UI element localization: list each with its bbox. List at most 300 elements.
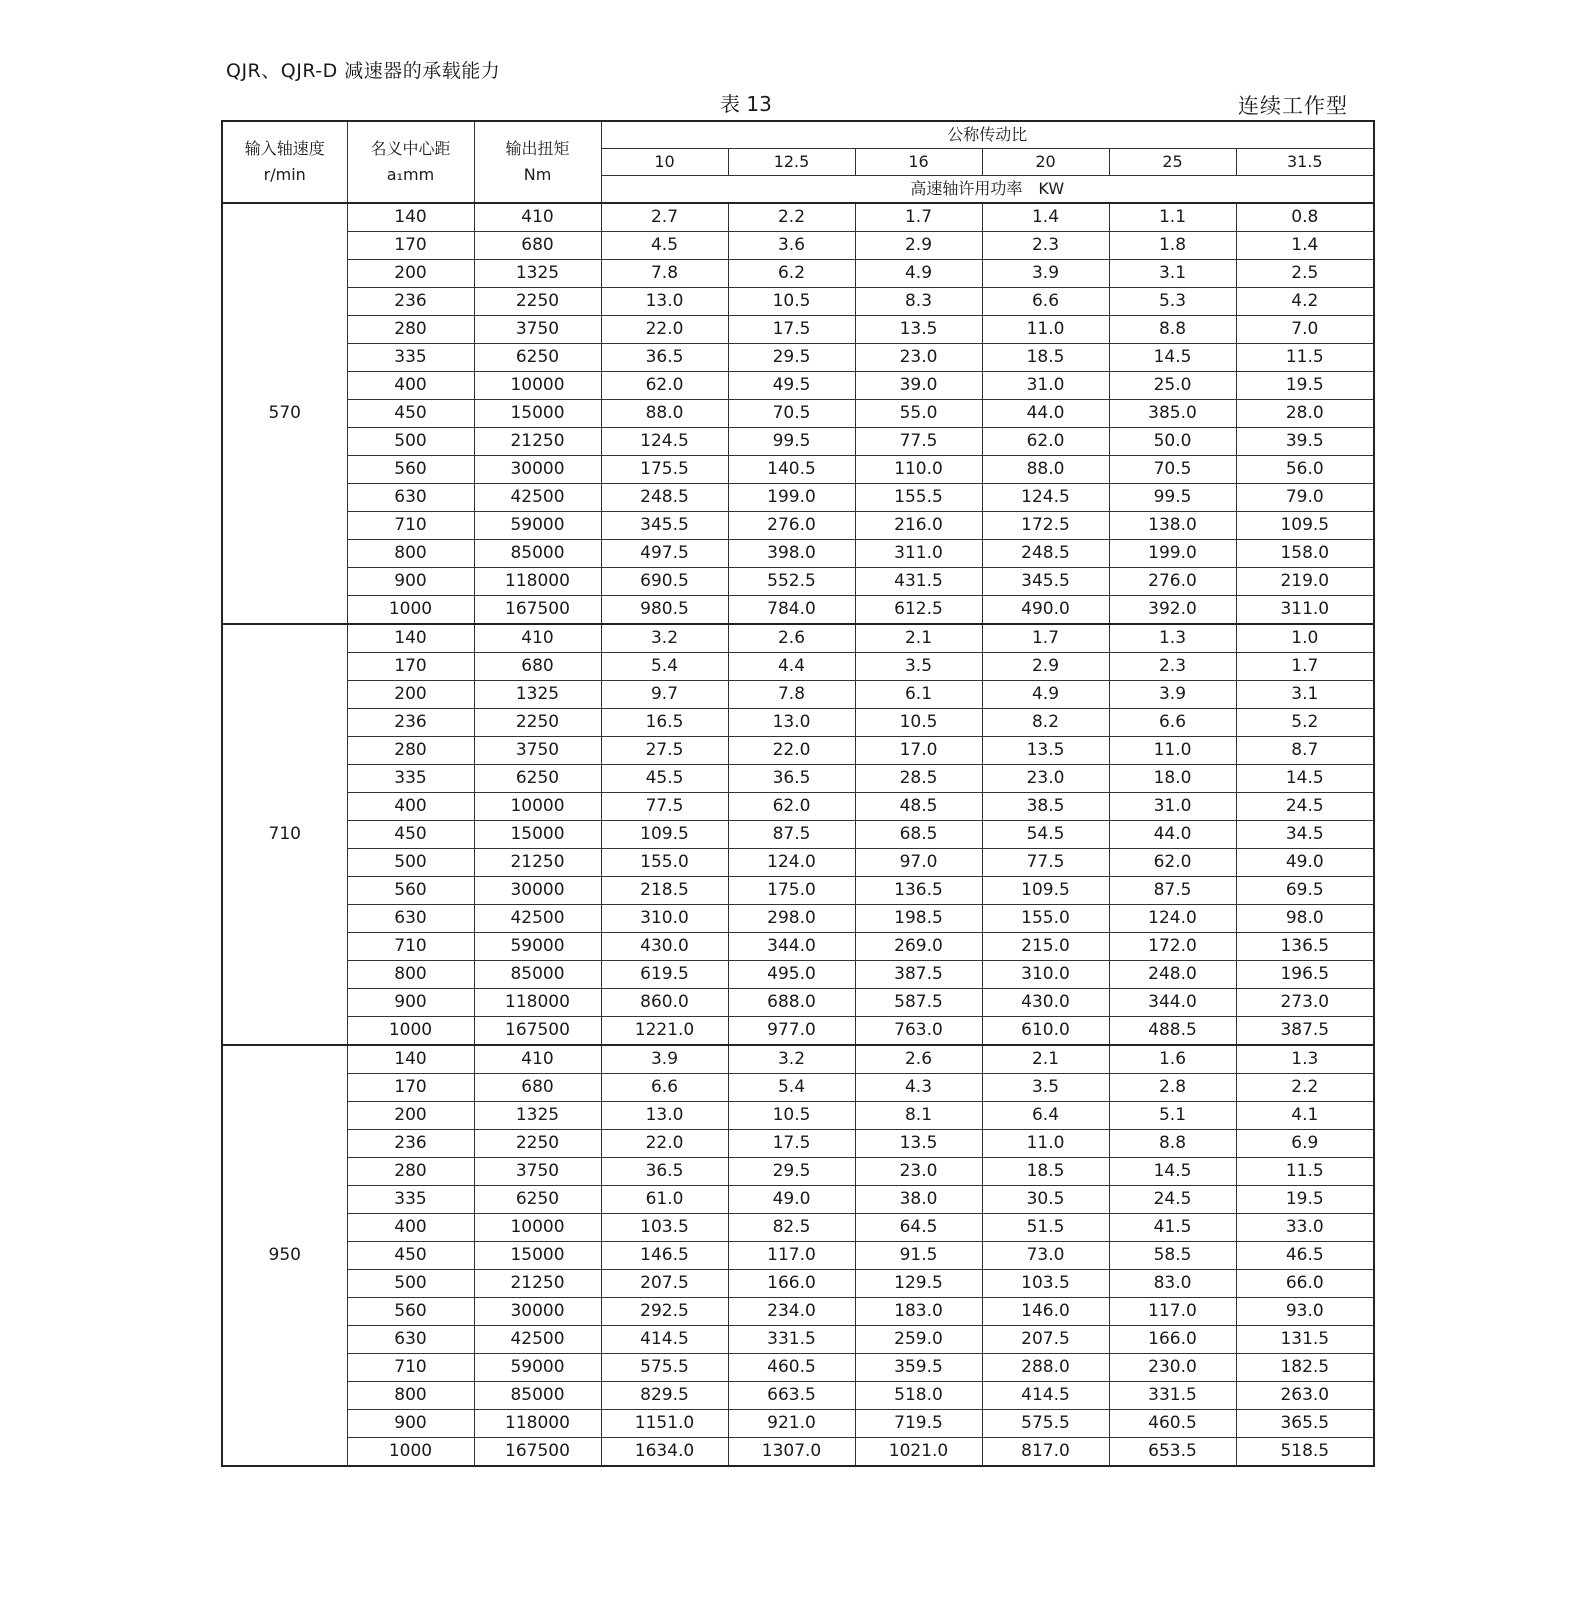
- power-cell: 99.5: [728, 428, 855, 456]
- power-cell: 263.0: [1236, 1382, 1374, 1410]
- power-cell: 2.9: [855, 232, 982, 260]
- power-cell: 817.0: [982, 1438, 1109, 1467]
- table-row: [222, 400, 1374, 428]
- power-cell: 183.0: [855, 1298, 982, 1326]
- power-cell: 310.0: [601, 905, 728, 933]
- header-ratio: 12.5: [728, 149, 855, 176]
- power-cell: 49.0: [1236, 849, 1374, 877]
- power-cell: 3.2: [601, 624, 728, 653]
- power-cell: 55.0: [855, 400, 982, 428]
- power-cell: 109.5: [601, 821, 728, 849]
- power-cell: 2.6: [855, 1045, 982, 1074]
- output-torque-cell: 59000: [474, 933, 601, 961]
- table-row: [222, 316, 1374, 344]
- power-cell: 2.6: [728, 624, 855, 653]
- power-cell: 39.0: [855, 372, 982, 400]
- power-cell: 2.1: [982, 1045, 1109, 1074]
- power-cell: 414.5: [601, 1326, 728, 1354]
- output-torque-cell: 167500: [474, 1017, 601, 1046]
- power-cell: 215.0: [982, 933, 1109, 961]
- output-torque-cell: 10000: [474, 1214, 601, 1242]
- output-torque-cell: 1325: [474, 260, 601, 288]
- header-center-distance: 名义中心距 a₁mm: [347, 121, 474, 203]
- table-row: [222, 232, 1374, 260]
- power-cell: 62.0: [728, 793, 855, 821]
- center-distance-cell: 710: [347, 933, 474, 961]
- power-cell: 99.5: [1109, 484, 1236, 512]
- power-cell: 518.5: [1236, 1438, 1374, 1467]
- output-torque-cell: 30000: [474, 456, 601, 484]
- power-cell: 172.0: [1109, 933, 1236, 961]
- power-cell: 248.0: [1109, 961, 1236, 989]
- power-cell: 688.0: [728, 989, 855, 1017]
- center-distance-cell: 630: [347, 484, 474, 512]
- output-torque-cell: 410: [474, 1045, 601, 1074]
- power-cell: 18.0: [1109, 765, 1236, 793]
- power-cell: 19.5: [1236, 1186, 1374, 1214]
- power-cell: 103.5: [982, 1270, 1109, 1298]
- power-cell: 196.5: [1236, 961, 1374, 989]
- center-distance-cell: 710: [347, 1354, 474, 1382]
- power-cell: 28.5: [855, 765, 982, 793]
- power-cell: 6.6: [982, 288, 1109, 316]
- power-cell: 131.5: [1236, 1326, 1374, 1354]
- table-row: [222, 1354, 1374, 1382]
- power-cell: 13.5: [855, 316, 982, 344]
- header-ratio: 31.5: [1236, 149, 1374, 176]
- power-cell: 5.3: [1109, 288, 1236, 316]
- power-cell: 7.0: [1236, 316, 1374, 344]
- power-cell: 1307.0: [728, 1438, 855, 1467]
- power-cell: 77.5: [855, 428, 982, 456]
- output-torque-cell: 167500: [474, 596, 601, 625]
- power-cell: 690.5: [601, 568, 728, 596]
- center-distance-cell: 200: [347, 681, 474, 709]
- center-distance-cell: 170: [347, 232, 474, 260]
- power-cell: 663.5: [728, 1382, 855, 1410]
- power-cell: 4.9: [982, 681, 1109, 709]
- power-cell: 62.0: [601, 372, 728, 400]
- power-cell: 8.3: [855, 288, 982, 316]
- table-row: [222, 681, 1374, 709]
- table-row: [222, 1130, 1374, 1158]
- output-torque-cell: 118000: [474, 1410, 601, 1438]
- power-cell: 6.6: [1109, 709, 1236, 737]
- load-capacity-table: [221, 120, 1375, 1467]
- power-cell: 155.0: [601, 849, 728, 877]
- input-speed-cell: 710: [222, 624, 347, 1045]
- table-row: [222, 1186, 1374, 1214]
- center-distance-cell: 800: [347, 961, 474, 989]
- power-cell: 110.0: [855, 456, 982, 484]
- power-cell: 13.5: [982, 737, 1109, 765]
- center-distance-cell: 200: [347, 260, 474, 288]
- power-cell: 79.0: [1236, 484, 1374, 512]
- power-cell: 166.0: [1109, 1326, 1236, 1354]
- power-cell: 230.0: [1109, 1354, 1236, 1382]
- power-cell: 3.2: [728, 1045, 855, 1074]
- output-torque-cell: 85000: [474, 961, 601, 989]
- table-row: [222, 961, 1374, 989]
- table-row: [222, 456, 1374, 484]
- power-cell: 219.0: [1236, 568, 1374, 596]
- power-cell: 62.0: [982, 428, 1109, 456]
- power-cell: 146.0: [982, 1298, 1109, 1326]
- output-torque-cell: 30000: [474, 1298, 601, 1326]
- power-cell: 45.5: [601, 765, 728, 793]
- power-cell: 207.5: [982, 1326, 1109, 1354]
- power-cell: 82.5: [728, 1214, 855, 1242]
- power-cell: 488.5: [1109, 1017, 1236, 1046]
- power-cell: 13.0: [601, 1102, 728, 1130]
- power-cell: 414.5: [982, 1382, 1109, 1410]
- center-distance-cell: 280: [347, 1158, 474, 1186]
- output-torque-cell: 680: [474, 232, 601, 260]
- table-row: [222, 344, 1374, 372]
- center-distance-cell: 400: [347, 793, 474, 821]
- power-cell: 46.5: [1236, 1242, 1374, 1270]
- header-ratio: 25: [1109, 149, 1236, 176]
- table-body: [222, 203, 1374, 1466]
- output-torque-cell: 21250: [474, 1270, 601, 1298]
- power-cell: 109.5: [1236, 512, 1374, 540]
- table-row: [222, 568, 1374, 596]
- output-torque-cell: 21250: [474, 428, 601, 456]
- power-cell: 7.8: [601, 260, 728, 288]
- power-cell: 199.0: [728, 484, 855, 512]
- power-cell: 17.0: [855, 737, 982, 765]
- power-cell: 1.4: [982, 203, 1109, 232]
- center-distance-cell: 500: [347, 849, 474, 877]
- power-cell: 1.7: [855, 203, 982, 232]
- power-cell: 175.5: [601, 456, 728, 484]
- table-row: [222, 1074, 1374, 1102]
- power-cell: 3.6: [728, 232, 855, 260]
- center-distance-cell: 335: [347, 765, 474, 793]
- power-cell: 612.5: [855, 596, 982, 625]
- power-cell: 311.0: [855, 540, 982, 568]
- power-cell: 311.0: [1236, 596, 1374, 625]
- power-cell: 3.5: [855, 653, 982, 681]
- power-cell: 8.8: [1109, 316, 1236, 344]
- center-distance-cell: 1000: [347, 1017, 474, 1046]
- table-row: [222, 989, 1374, 1017]
- output-torque-cell: 6250: [474, 765, 601, 793]
- center-distance-cell: 236: [347, 288, 474, 316]
- power-cell: 77.5: [601, 793, 728, 821]
- table-row: [222, 1382, 1374, 1410]
- table-row: [222, 624, 1374, 653]
- table-row: [222, 905, 1374, 933]
- power-cell: 497.5: [601, 540, 728, 568]
- power-cell: 124.5: [982, 484, 1109, 512]
- center-distance-cell: 630: [347, 1326, 474, 1354]
- power-cell: 1.3: [1236, 1045, 1374, 1074]
- center-distance-cell: 236: [347, 1130, 474, 1158]
- power-cell: 198.5: [855, 905, 982, 933]
- power-cell: 70.5: [728, 400, 855, 428]
- power-cell: 117.0: [1109, 1298, 1236, 1326]
- power-cell: 29.5: [728, 1158, 855, 1186]
- table-row: [222, 1410, 1374, 1438]
- power-cell: 921.0: [728, 1410, 855, 1438]
- power-cell: 13.5: [855, 1130, 982, 1158]
- power-cell: 6.1: [855, 681, 982, 709]
- output-torque-cell: 2250: [474, 288, 601, 316]
- center-distance-cell: 140: [347, 624, 474, 653]
- power-cell: 2.3: [1109, 653, 1236, 681]
- power-cell: 3.1: [1236, 681, 1374, 709]
- power-cell: 4.5: [601, 232, 728, 260]
- power-cell: 218.5: [601, 877, 728, 905]
- table-row: [222, 653, 1374, 681]
- power-cell: 50.0: [1109, 428, 1236, 456]
- center-distance-cell: 630: [347, 905, 474, 933]
- power-cell: 344.0: [1109, 989, 1236, 1017]
- power-cell: 552.5: [728, 568, 855, 596]
- power-cell: 398.0: [728, 540, 855, 568]
- output-torque-cell: 59000: [474, 1354, 601, 1382]
- power-cell: 1.8: [1109, 232, 1236, 260]
- header-ratio: 10: [601, 149, 728, 176]
- power-cell: 155.0: [982, 905, 1109, 933]
- power-cell: 248.5: [982, 540, 1109, 568]
- table-number: 表 13: [720, 92, 772, 116]
- center-distance-cell: 450: [347, 1242, 474, 1270]
- power-cell: 575.5: [601, 1354, 728, 1382]
- table-row: [222, 596, 1374, 625]
- power-cell: 216.0: [855, 512, 982, 540]
- table-row: [222, 1158, 1374, 1186]
- power-cell: 2.3: [982, 232, 1109, 260]
- header-power-label: 高速轴许用功率 KW: [601, 176, 1374, 204]
- power-cell: 69.5: [1236, 877, 1374, 905]
- output-torque-cell: 2250: [474, 709, 601, 737]
- header-output-torque: 输出扭矩 Nm: [474, 121, 601, 203]
- power-cell: 980.5: [601, 596, 728, 625]
- header-ratio-group: 公称传动比: [601, 121, 1374, 149]
- power-cell: 34.5: [1236, 821, 1374, 849]
- power-cell: 14.5: [1109, 344, 1236, 372]
- power-cell: 5.2: [1236, 709, 1374, 737]
- power-cell: 44.0: [982, 400, 1109, 428]
- power-cell: 430.0: [982, 989, 1109, 1017]
- power-cell: 5.4: [601, 653, 728, 681]
- power-cell: 87.5: [1109, 877, 1236, 905]
- power-cell: 138.0: [1109, 512, 1236, 540]
- power-cell: 27.5: [601, 737, 728, 765]
- center-distance-cell: 140: [347, 1045, 474, 1074]
- power-cell: 39.5: [1236, 428, 1374, 456]
- power-cell: 431.5: [855, 568, 982, 596]
- output-torque-cell: 15000: [474, 821, 601, 849]
- power-cell: 11.0: [982, 1130, 1109, 1158]
- power-cell: 2.8: [1109, 1074, 1236, 1102]
- output-torque-cell: 21250: [474, 849, 601, 877]
- center-distance-cell: 800: [347, 540, 474, 568]
- output-torque-cell: 15000: [474, 400, 601, 428]
- header-ratio: 16: [855, 149, 982, 176]
- table-row: [222, 793, 1374, 821]
- power-cell: 124.0: [1109, 905, 1236, 933]
- power-cell: 1.6: [1109, 1045, 1236, 1074]
- power-cell: 10.5: [728, 288, 855, 316]
- power-cell: 23.0: [855, 344, 982, 372]
- power-cell: 124.0: [728, 849, 855, 877]
- power-cell: 575.5: [982, 1410, 1109, 1438]
- power-cell: 56.0: [1236, 456, 1374, 484]
- output-torque-cell: 30000: [474, 877, 601, 905]
- power-cell: 460.5: [1109, 1410, 1236, 1438]
- power-cell: 11.5: [1236, 1158, 1374, 1186]
- power-cell: 310.0: [982, 961, 1109, 989]
- power-cell: 16.5: [601, 709, 728, 737]
- power-cell: 91.5: [855, 1242, 982, 1270]
- power-cell: 1151.0: [601, 1410, 728, 1438]
- center-distance-cell: 1000: [347, 1438, 474, 1467]
- center-distance-cell: 900: [347, 1410, 474, 1438]
- document-title: QJR、QJR-D 减速器的承载能力: [226, 60, 501, 82]
- output-torque-cell: 118000: [474, 989, 601, 1017]
- power-cell: 2.2: [1236, 1074, 1374, 1102]
- power-cell: 392.0: [1109, 596, 1236, 625]
- output-torque-cell: 680: [474, 653, 601, 681]
- table-row: [222, 1214, 1374, 1242]
- center-distance-cell: 140: [347, 203, 474, 232]
- center-distance-cell: 900: [347, 989, 474, 1017]
- power-cell: 460.5: [728, 1354, 855, 1382]
- output-torque-cell: 6250: [474, 344, 601, 372]
- power-cell: 6.4: [982, 1102, 1109, 1130]
- table-row: [222, 1326, 1374, 1354]
- power-cell: 359.5: [855, 1354, 982, 1382]
- table-row: [222, 709, 1374, 737]
- power-cell: 93.0: [1236, 1298, 1374, 1326]
- center-distance-cell: 335: [347, 1186, 474, 1214]
- power-cell: 62.0: [1109, 849, 1236, 877]
- power-cell: 331.5: [1109, 1382, 1236, 1410]
- output-torque-cell: 42500: [474, 484, 601, 512]
- power-cell: 13.0: [601, 288, 728, 316]
- power-cell: 41.5: [1109, 1214, 1236, 1242]
- table-row: [222, 372, 1374, 400]
- output-torque-cell: 10000: [474, 793, 601, 821]
- power-cell: 44.0: [1109, 821, 1236, 849]
- power-cell: 4.1: [1236, 1102, 1374, 1130]
- power-cell: 14.5: [1236, 765, 1374, 793]
- output-torque-cell: 59000: [474, 512, 601, 540]
- center-distance-cell: 450: [347, 400, 474, 428]
- power-cell: 31.0: [982, 372, 1109, 400]
- output-torque-cell: 118000: [474, 568, 601, 596]
- table-row: [222, 1242, 1374, 1270]
- power-cell: 87.5: [728, 821, 855, 849]
- power-cell: 14.5: [1109, 1158, 1236, 1186]
- power-cell: 10.5: [728, 1102, 855, 1130]
- power-cell: 273.0: [1236, 989, 1374, 1017]
- power-cell: 276.0: [1109, 568, 1236, 596]
- center-distance-cell: 1000: [347, 596, 474, 625]
- power-cell: 28.0: [1236, 400, 1374, 428]
- power-cell: 288.0: [982, 1354, 1109, 1382]
- power-cell: 292.5: [601, 1298, 728, 1326]
- power-cell: 36.5: [601, 1158, 728, 1186]
- power-cell: 430.0: [601, 933, 728, 961]
- power-cell: 387.5: [855, 961, 982, 989]
- power-cell: 345.5: [982, 568, 1109, 596]
- output-torque-cell: 167500: [474, 1438, 601, 1467]
- power-cell: 495.0: [728, 961, 855, 989]
- table-row: [222, 737, 1374, 765]
- power-cell: 4.2: [1236, 288, 1374, 316]
- power-cell: 182.5: [1236, 1354, 1374, 1382]
- center-distance-cell: 800: [347, 1382, 474, 1410]
- output-torque-cell: 1325: [474, 1102, 601, 1130]
- power-cell: 51.5: [982, 1214, 1109, 1242]
- power-cell: 23.0: [855, 1158, 982, 1186]
- power-cell: 68.5: [855, 821, 982, 849]
- power-cell: 3.9: [1109, 681, 1236, 709]
- power-cell: 1.7: [982, 624, 1109, 653]
- center-distance-cell: 560: [347, 877, 474, 905]
- center-distance-cell: 500: [347, 428, 474, 456]
- power-cell: 136.5: [1236, 933, 1374, 961]
- power-cell: 73.0: [982, 1242, 1109, 1270]
- power-cell: 11.0: [982, 316, 1109, 344]
- power-cell: 490.0: [982, 596, 1109, 625]
- power-cell: 1.7: [1236, 653, 1374, 681]
- power-cell: 64.5: [855, 1214, 982, 1242]
- power-cell: 36.5: [728, 765, 855, 793]
- power-cell: 207.5: [601, 1270, 728, 1298]
- table-row: [222, 933, 1374, 961]
- power-cell: 158.0: [1236, 540, 1374, 568]
- center-distance-cell: 710: [347, 512, 474, 540]
- center-distance-cell: 400: [347, 1214, 474, 1242]
- table-row: [222, 260, 1374, 288]
- power-cell: 54.5: [982, 821, 1109, 849]
- center-distance-cell: 400: [347, 372, 474, 400]
- power-cell: 61.0: [601, 1186, 728, 1214]
- power-cell: 70.5: [1109, 456, 1236, 484]
- power-cell: 298.0: [728, 905, 855, 933]
- table-row: [222, 428, 1374, 456]
- power-cell: 13.0: [728, 709, 855, 737]
- power-cell: 365.5: [1236, 1410, 1374, 1438]
- power-cell: 610.0: [982, 1017, 1109, 1046]
- power-cell: 166.0: [728, 1270, 855, 1298]
- power-cell: 269.0: [855, 933, 982, 961]
- output-torque-cell: 6250: [474, 1186, 601, 1214]
- power-cell: 7.8: [728, 681, 855, 709]
- table-row: [222, 1438, 1374, 1467]
- power-cell: 83.0: [1109, 1270, 1236, 1298]
- power-cell: 4.9: [855, 260, 982, 288]
- power-cell: 4.3: [855, 1074, 982, 1102]
- power-cell: 763.0: [855, 1017, 982, 1046]
- center-distance-cell: 170: [347, 653, 474, 681]
- output-torque-cell: 1325: [474, 681, 601, 709]
- power-cell: 3.9: [601, 1045, 728, 1074]
- power-cell: 23.0: [982, 765, 1109, 793]
- power-cell: 109.5: [982, 877, 1109, 905]
- power-cell: 587.5: [855, 989, 982, 1017]
- power-cell: 22.0: [601, 316, 728, 344]
- power-cell: 3.1: [1109, 260, 1236, 288]
- power-cell: 1.0: [1236, 624, 1374, 653]
- table-row: [222, 540, 1374, 568]
- header-ratio: 20: [982, 149, 1109, 176]
